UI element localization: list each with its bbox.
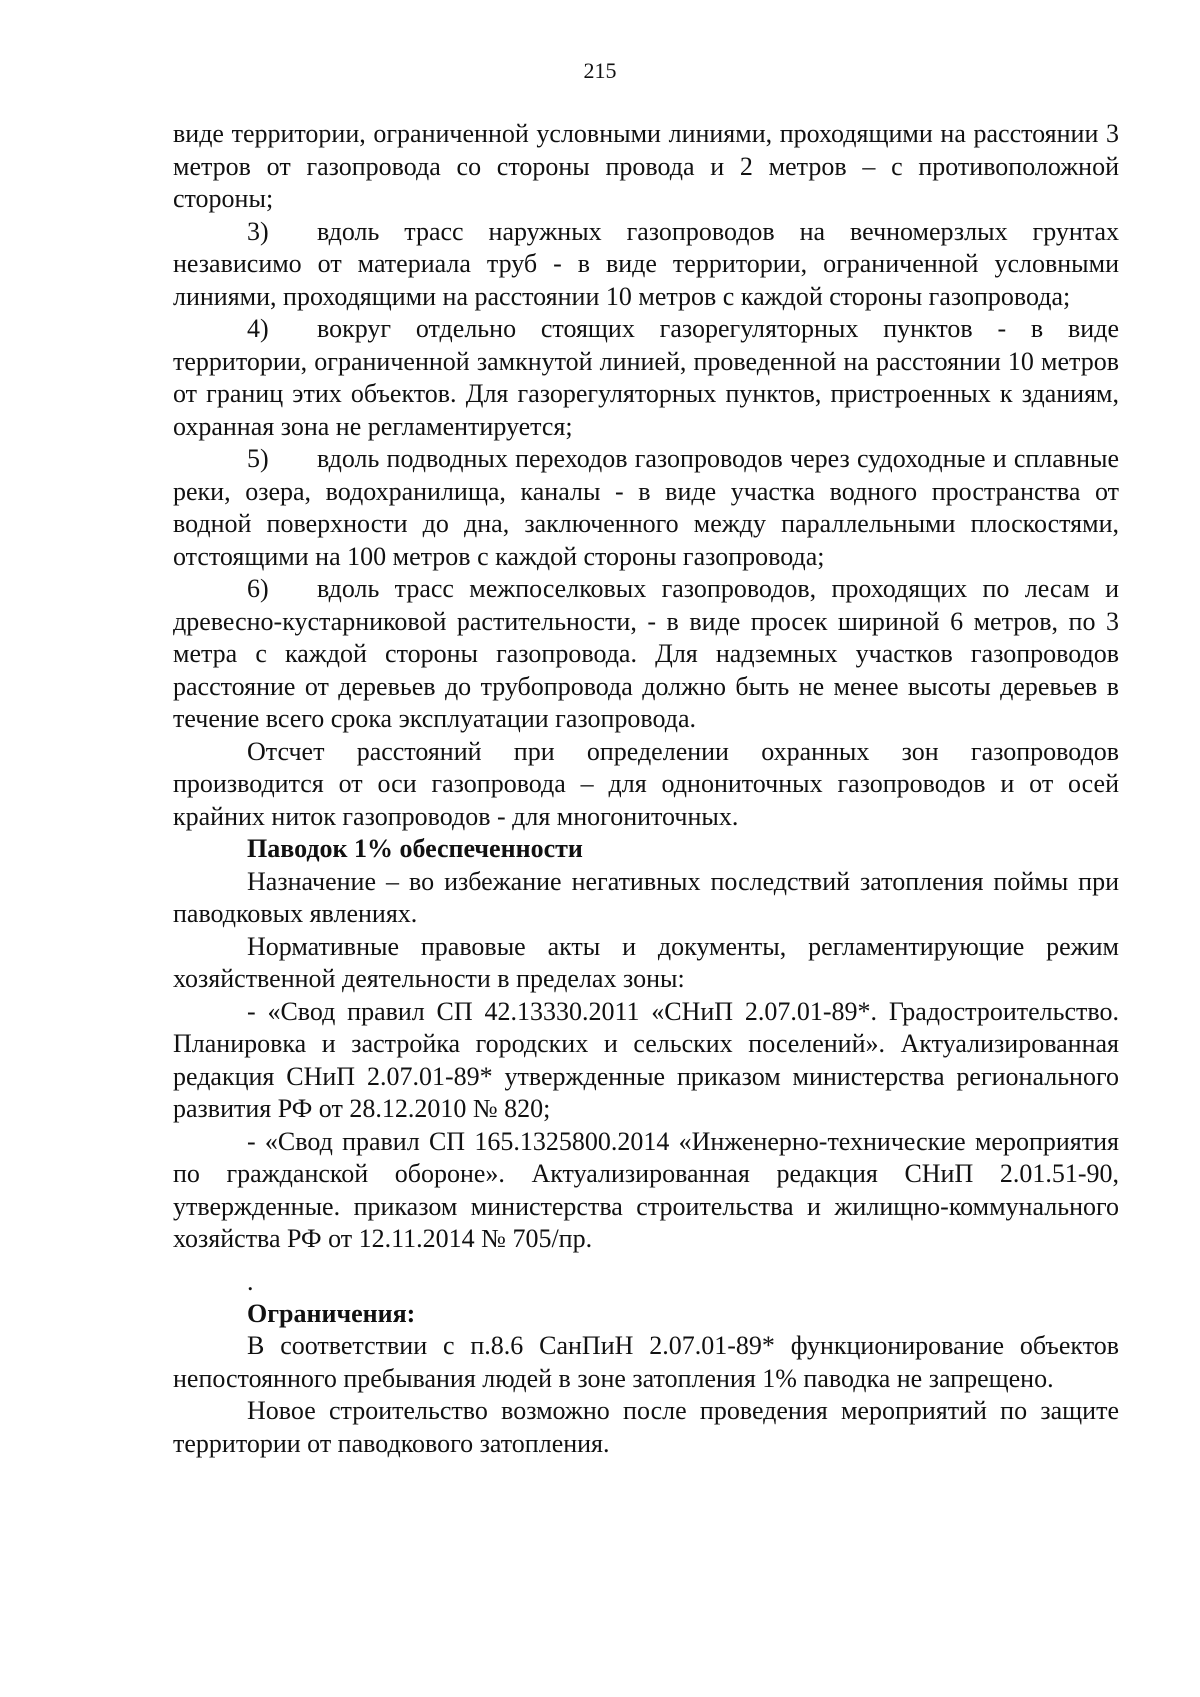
section-heading-flood: Паводок 1% обеспеченности [247,834,583,863]
paragraph-distance: Отсчет расстояний при определении охранных зон газопроводов производится от оси газопровода – для однониточных газопроводов и от осей крайних ниток газопроводов - для многониточных. [173,736,1119,831]
page-number: 215 [583,58,617,83]
paragraph-limits-2: Новое строительство возможно после проведения мероприятий по защите территории от паводкового затопления. [173,1396,1119,1458]
list-item-5 [173,443,1119,573]
list-number: 3) [247,216,269,246]
list-item-text: вокруг отдельно стоящих газорегуляторных пунктов - в виде территории, ограниченной замкнутой линией, проведенной на расстоянии 10 метров от границ этих объектов. Для газорегуляторных пунктов, пристроенных к зданиям, охранная зона не регламентируется; [173,314,1119,441]
list-number: 6) [247,574,269,603]
list-item-3 [173,216,1119,314]
list-number: 4) [247,314,269,343]
paragraph-limits-1: В соответствии с п.8.6 СанПиН 2.07.01-89* функционирование объектов непостоянного пребывания людей в зоне затопления 1% паводка не запрещено. [173,1331,1119,1393]
paragraph-purpose: Назначение – во избежание негативных последствий затопления поймы при паводковых явлениях. [173,866,1119,928]
document-reference-2: - «Свод правил СП 165.1325800.2014 «Инженерно-технические мероприятия по гражданской обороне». Актуализированная редакция СНиП 2.01.51-90, утвержденные. приказом министерства строительства и жилищно-коммунального хозяйства РФ от 12.11.2014 № 705/пр. [173,1126,1119,1253]
document-reference-1: - «Свод правил СП 42.13330.2011 «СНиП 2.07.01-89*. Градостроительство. Планировка и застройка городских и сельских поселений». Актуализированная редакция СНиП 2.07.01-89* утвержденные приказом министерства регионального развития РФ от 28.12.2010 № 820; [173,996,1119,1123]
list-item-text: вдоль трасс наружных газопроводов на вечномерзлых грунтах независимо от материала труб - в виде территории, ограниченной условными линиями, проходящими на расстоянии 10 метров с каждой стороны газопровода; [173,216,1119,311]
paragraph-continuation: виде территории, ограниченной условными линиями, проходящими на расстоянии 3 метров от газопровода со стороны провода и 2 метров – с противоположной стороны; [173,119,1119,213]
list-item-4 [173,313,1119,443]
spacer [173,1256,1119,1266]
list-item-text: вдоль подводных переходов газопроводов через судоходные и сплавные реки, озера, водохранилища, каналы - в виде участка водного пространства от водной поверхности до дна, заключенного между параллельными плоскостями, отстоящими на 100 метров с каждой стороны газопровода; [173,444,1119,571]
list-item-6 [173,573,1119,736]
document-body [173,118,1119,1460]
paragraph-normative: Нормативные правовые акты и документы, регламентирующие режим хозяйственной деятельности в пределах зоны: [173,931,1119,993]
list-number: 5) [247,444,269,473]
section-heading-limits: Ограничения: [247,1298,416,1328]
stray-dot: . [247,1266,254,1296]
list-item-text: вдоль трасс межпоселковых газопроводов, проходящих по лесам и древесно-кустарниковой растительности, - в виде просек шириной 6 метров, по 3 метра с каждой стороны газопровода. Для надземных участков газопроводов расстояние от деревьев до трубопровода должно быть не менее высоты деревьев в течение всего срока эксплуатации газопровода. [173,574,1119,733]
